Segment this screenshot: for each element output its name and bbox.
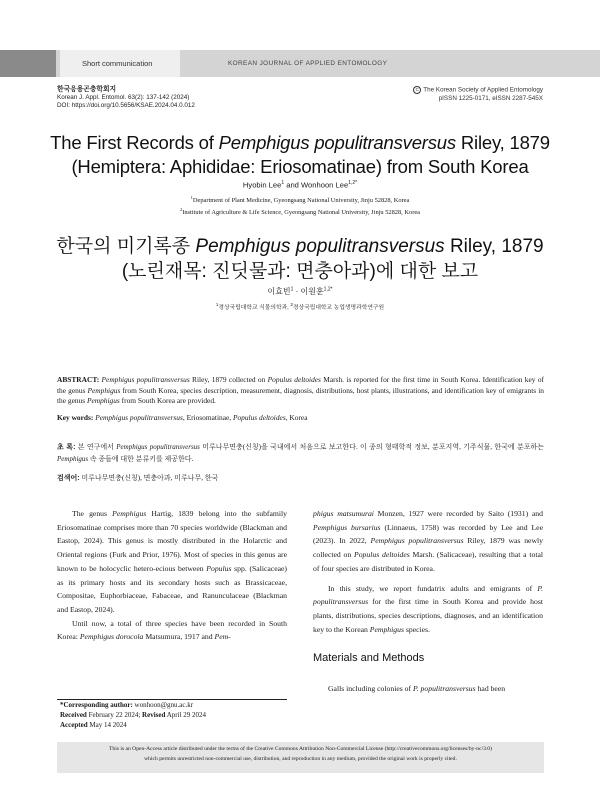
korean-title-line-1 bbox=[20, 234, 580, 259]
abstract-host: Populus deltoides bbox=[267, 375, 321, 384]
revised-label: Revised bbox=[142, 711, 166, 719]
body-text: for the first time in South Korea and provide host plants, distributions, species descriptions, diagnoses, and an identification key to the Korean bbox=[313, 597, 543, 634]
body-text: had been bbox=[475, 684, 506, 694]
korean-affil-1-sup: 1 bbox=[215, 302, 219, 307]
korean-author-list bbox=[0, 286, 600, 297]
affil-1: Department of Plant Medicine, Gyeongsang National University, Jinju 52828, Korea bbox=[192, 197, 410, 205]
keywords-label: Key words: bbox=[57, 413, 94, 422]
correspondence-label: *Corresponding author: bbox=[60, 701, 133, 709]
korean-affil-1: 경상국립대학교 식물의학과, bbox=[218, 304, 291, 311]
body-text: Marsh. (Salicaceae), resulting that a total of four species are distributed in Korea. bbox=[313, 550, 544, 573]
body-text: Matsumura, 1917 and bbox=[143, 632, 215, 642]
abstract-genus-1: Pemphigus bbox=[87, 385, 121, 395]
license-line-2: which permits unrestricted non-commercial use, distribution, and reproduction in any medium, provided the original work is properly cited. bbox=[144, 755, 457, 762]
body-species: Pemphigus dorocola bbox=[79, 632, 144, 642]
correspondence-email[interactable]: wonhoon@gnu.ac.kr bbox=[132, 701, 194, 709]
korean-author-2: · 이원훈 bbox=[293, 287, 324, 296]
title-text: The First Records of bbox=[50, 132, 219, 153]
affil-2: Institute of Agriculture & Life Science, Gyeongsang National University, Jinju 52828, Korea bbox=[182, 209, 420, 217]
revised-date: April 29 2024 bbox=[165, 711, 207, 719]
title-line-2: (Hemiptera: Aphididae: Eriosomatinae) from South Korea bbox=[71, 156, 529, 177]
issn: pISSN 1225-0171, eISSN 2287-545X bbox=[438, 94, 543, 102]
body-text: The genus bbox=[72, 509, 113, 518]
body-species: phigus matsumurai bbox=[313, 509, 374, 518]
citation-block bbox=[57, 86, 195, 110]
title-text-end: Riley, 1879 bbox=[455, 132, 550, 153]
body-left-column bbox=[57, 507, 287, 644]
received-label: Received bbox=[60, 711, 87, 719]
accepted-label: Accepted bbox=[60, 721, 88, 729]
korean-affil-2: 경상국립대학교 농업생명과학연구원 bbox=[292, 304, 385, 311]
journal-banner: KOREAN JOURNAL OF APPLIED ENTOMOLOGY bbox=[228, 60, 388, 67]
body-species: P. populitransversus bbox=[313, 583, 543, 607]
affil-2-sup: 2 bbox=[179, 207, 183, 213]
korean-keywords-text: 미루나무면충(신칭), 면충아과, 미루나무, 한국 bbox=[79, 474, 219, 482]
author-1-sup: 1 bbox=[281, 180, 285, 186]
body-text: Riley, 1879 was newly collected on bbox=[313, 536, 543, 560]
body-text: (Linnaeus, 1758) was recorded by Lee and Lee (2023). In 2022, bbox=[313, 522, 544, 546]
keyword-species: Pemphigus populitransversus bbox=[95, 413, 183, 422]
body-text: In this study, we report fundatrix adults and emigrants of bbox=[328, 583, 538, 593]
abstract-species-1: Pemphigus populitransversus bbox=[101, 375, 190, 384]
keywords-text-2: , Korea bbox=[285, 413, 308, 422]
author-2-sup: 1,2 bbox=[348, 180, 356, 186]
journal-korean-name: 한국응용곤충학회지 bbox=[57, 86, 117, 93]
body-right-column bbox=[313, 507, 543, 696]
body-paragraph bbox=[313, 582, 543, 637]
korean-author-1: 이효빈 bbox=[267, 287, 291, 296]
body-text: Monzen, 1927 were recorded by Saito (1931) and bbox=[373, 509, 543, 518]
korean-abstract-species: Pemphigus populitransversus bbox=[116, 443, 200, 451]
paper-title bbox=[20, 131, 580, 179]
section-label: Short communication bbox=[82, 59, 153, 68]
section-label-box bbox=[60, 50, 180, 77]
author-1: Hyobin Lee bbox=[242, 180, 282, 190]
korean-abstract bbox=[57, 442, 544, 465]
correspondence-info bbox=[60, 700, 290, 730]
author-list bbox=[0, 180, 600, 190]
body-paragraph bbox=[313, 507, 543, 576]
korean-abstract-text-2: 미루나무면충(신칭)을 국내에서 처음으로 보고한다. 이 종의 형태학적 정보, 분포지역, 기주식물, 한국에 분포하는 bbox=[199, 443, 544, 451]
keywords bbox=[57, 413, 544, 424]
affil-1-sup: 1 bbox=[190, 195, 193, 200]
abstract-genus-2: Pemphigus bbox=[86, 396, 120, 405]
body-species: Pemphigus bursarius bbox=[313, 522, 381, 532]
korean-title-text-end: Riley, 1879 bbox=[444, 236, 544, 257]
korean-author-1-sup: 1 bbox=[290, 286, 294, 293]
korean-title-line-2: (노린재목: 진딧물과: 면충아과)에 대한 보고 bbox=[121, 261, 479, 282]
abstract-text-1: Riley, 1879 collected on bbox=[189, 375, 268, 384]
received-date: February 22 2024; bbox=[86, 711, 143, 719]
body-genus: Pemphigus bbox=[112, 509, 147, 518]
body-paragraph bbox=[57, 617, 287, 644]
header-tab-marker bbox=[0, 50, 56, 77]
copyright-icon: C bbox=[413, 86, 421, 94]
body-text: spp. (Salicaceae) as its primary hosts and its secondary hosts such as Brassicaceae, Compositae, Euphorbiaceae, Fabaceae, and Ranunculaceae (Blackman and Eastop, 2024). bbox=[57, 563, 287, 614]
body-text: Hartig, 1839 belong into the subfamily Eriosomatinae comprises more than 70 species worldwide (Blackman and Eastop, 2024). This genus is mostly distributed in the Holarctic and Oriental regions (Furk and Prior, 1976). Most of species in this genus are known to be holocyclic hetero-ecious between bbox=[57, 509, 287, 573]
body-text: species. bbox=[403, 624, 431, 634]
license-footer bbox=[57, 742, 544, 773]
copyright-text: The Korean Society of Applied Entomology bbox=[423, 86, 543, 94]
korean-abstract-text-3: 속 종들에 대한 분류키를 제공한다. bbox=[88, 454, 194, 463]
korean-title bbox=[20, 234, 580, 284]
korean-affil-2-sup: 2 bbox=[290, 302, 293, 307]
korean-affiliations bbox=[0, 300, 600, 313]
copyright-block bbox=[413, 86, 543, 103]
korean-corresponding-star: * bbox=[330, 286, 333, 293]
title-species: Pemphigus populitransversus bbox=[218, 132, 456, 153]
body-host: Populus bbox=[206, 563, 232, 573]
abstract-text-4: from South Korea are provided. bbox=[119, 396, 216, 405]
korean-title-species: Pemphigus populitransversus bbox=[195, 236, 445, 257]
korean-abstract-label: 초 록: bbox=[57, 444, 76, 451]
korean-author-2-sup: 1,2 bbox=[323, 286, 331, 293]
korean-abstract-text-1: 본 연구에서 bbox=[75, 443, 117, 451]
body-host: Populus deltoides bbox=[354, 550, 410, 560]
citation: Korean J. Appl. Entomol. 63(2): 137-142 (2024) bbox=[57, 94, 190, 101]
keywords-text-1: , Eriosomatinae, bbox=[182, 413, 233, 422]
korean-keywords bbox=[57, 473, 544, 485]
body-paragraph bbox=[313, 682, 543, 696]
body-genus: Pemphigus bbox=[369, 624, 404, 634]
body-species: Pem- bbox=[214, 632, 231, 642]
author-2: and Wonhoon Lee bbox=[284, 180, 349, 190]
title-line-1 bbox=[20, 131, 580, 155]
korean-keywords-label: 검색어: bbox=[57, 475, 80, 482]
body-paragraph bbox=[57, 507, 287, 617]
keyword-host: Populus deltoides bbox=[232, 413, 286, 422]
license-line-1: This is an Open-Access article distributed under the terms of the Creative Commons Attribution Non-Commercial License (http://creativecommons.org/licenses/by-nc/3.0) bbox=[109, 746, 492, 752]
body-text: Galls including colonies of bbox=[328, 684, 413, 694]
abstract-label: ABSTRACT: bbox=[57, 375, 100, 384]
corresponding-star: * bbox=[355, 180, 358, 186]
abstract-text-3: from South Korea, species description, measurement, diagnosis, distributions, host plants, illustrations, and identification key of emigrants in the genus bbox=[57, 385, 544, 405]
korean-abstract-genus: Pemphigus bbox=[57, 454, 89, 463]
doi-link[interactable]: DOI: https://doi.org/10.5656/KSAE.2024.04.0.012 bbox=[57, 102, 195, 109]
abstract bbox=[57, 375, 544, 407]
accepted-date: May 14 2024 bbox=[87, 721, 127, 729]
section-heading: Materials and Methods bbox=[313, 652, 425, 665]
abstract-text-2: Marsh. is reported for the first time in South Korea. Identification key of the genus bbox=[57, 375, 544, 395]
korean-title-text: 한국의 미기록종 bbox=[56, 236, 196, 257]
body-species: Pemphigus populitransversus bbox=[370, 536, 464, 546]
body-species: P. populitransversus bbox=[412, 684, 476, 694]
affiliations bbox=[0, 193, 600, 217]
body-text: Until now, a total of three species have been recorded in South Korea: bbox=[57, 618, 287, 642]
